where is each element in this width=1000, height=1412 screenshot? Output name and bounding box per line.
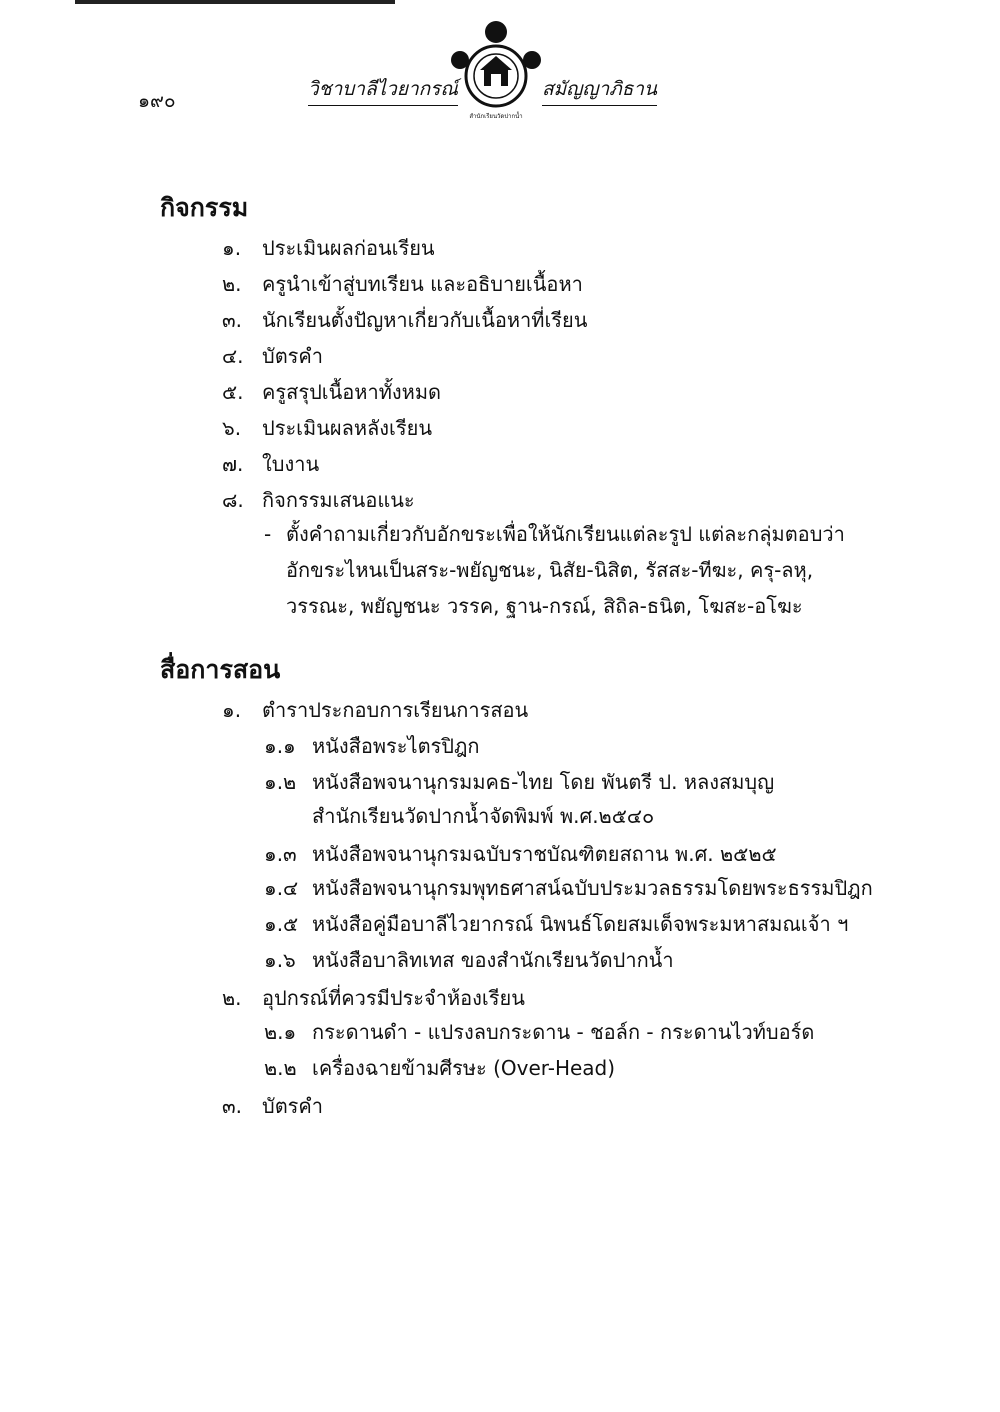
media-title: สื่อการสอน <box>160 655 281 684</box>
temple-seal-icon <box>446 18 546 130</box>
seal-caption: สำนักเรียนวัดปากน้ำ <box>469 113 523 120</box>
page-header <box>0 0 1000 140</box>
page-number: ๑๙๐ <box>138 90 176 112</box>
section-name: สมัญญาภิธาน <box>542 74 657 106</box>
suggestion-dash: - <box>264 522 272 546</box>
course-title: วิชาบาลีไวยากรณ์ <box>308 74 458 106</box>
activities-title: กิจกรรม <box>160 193 249 222</box>
